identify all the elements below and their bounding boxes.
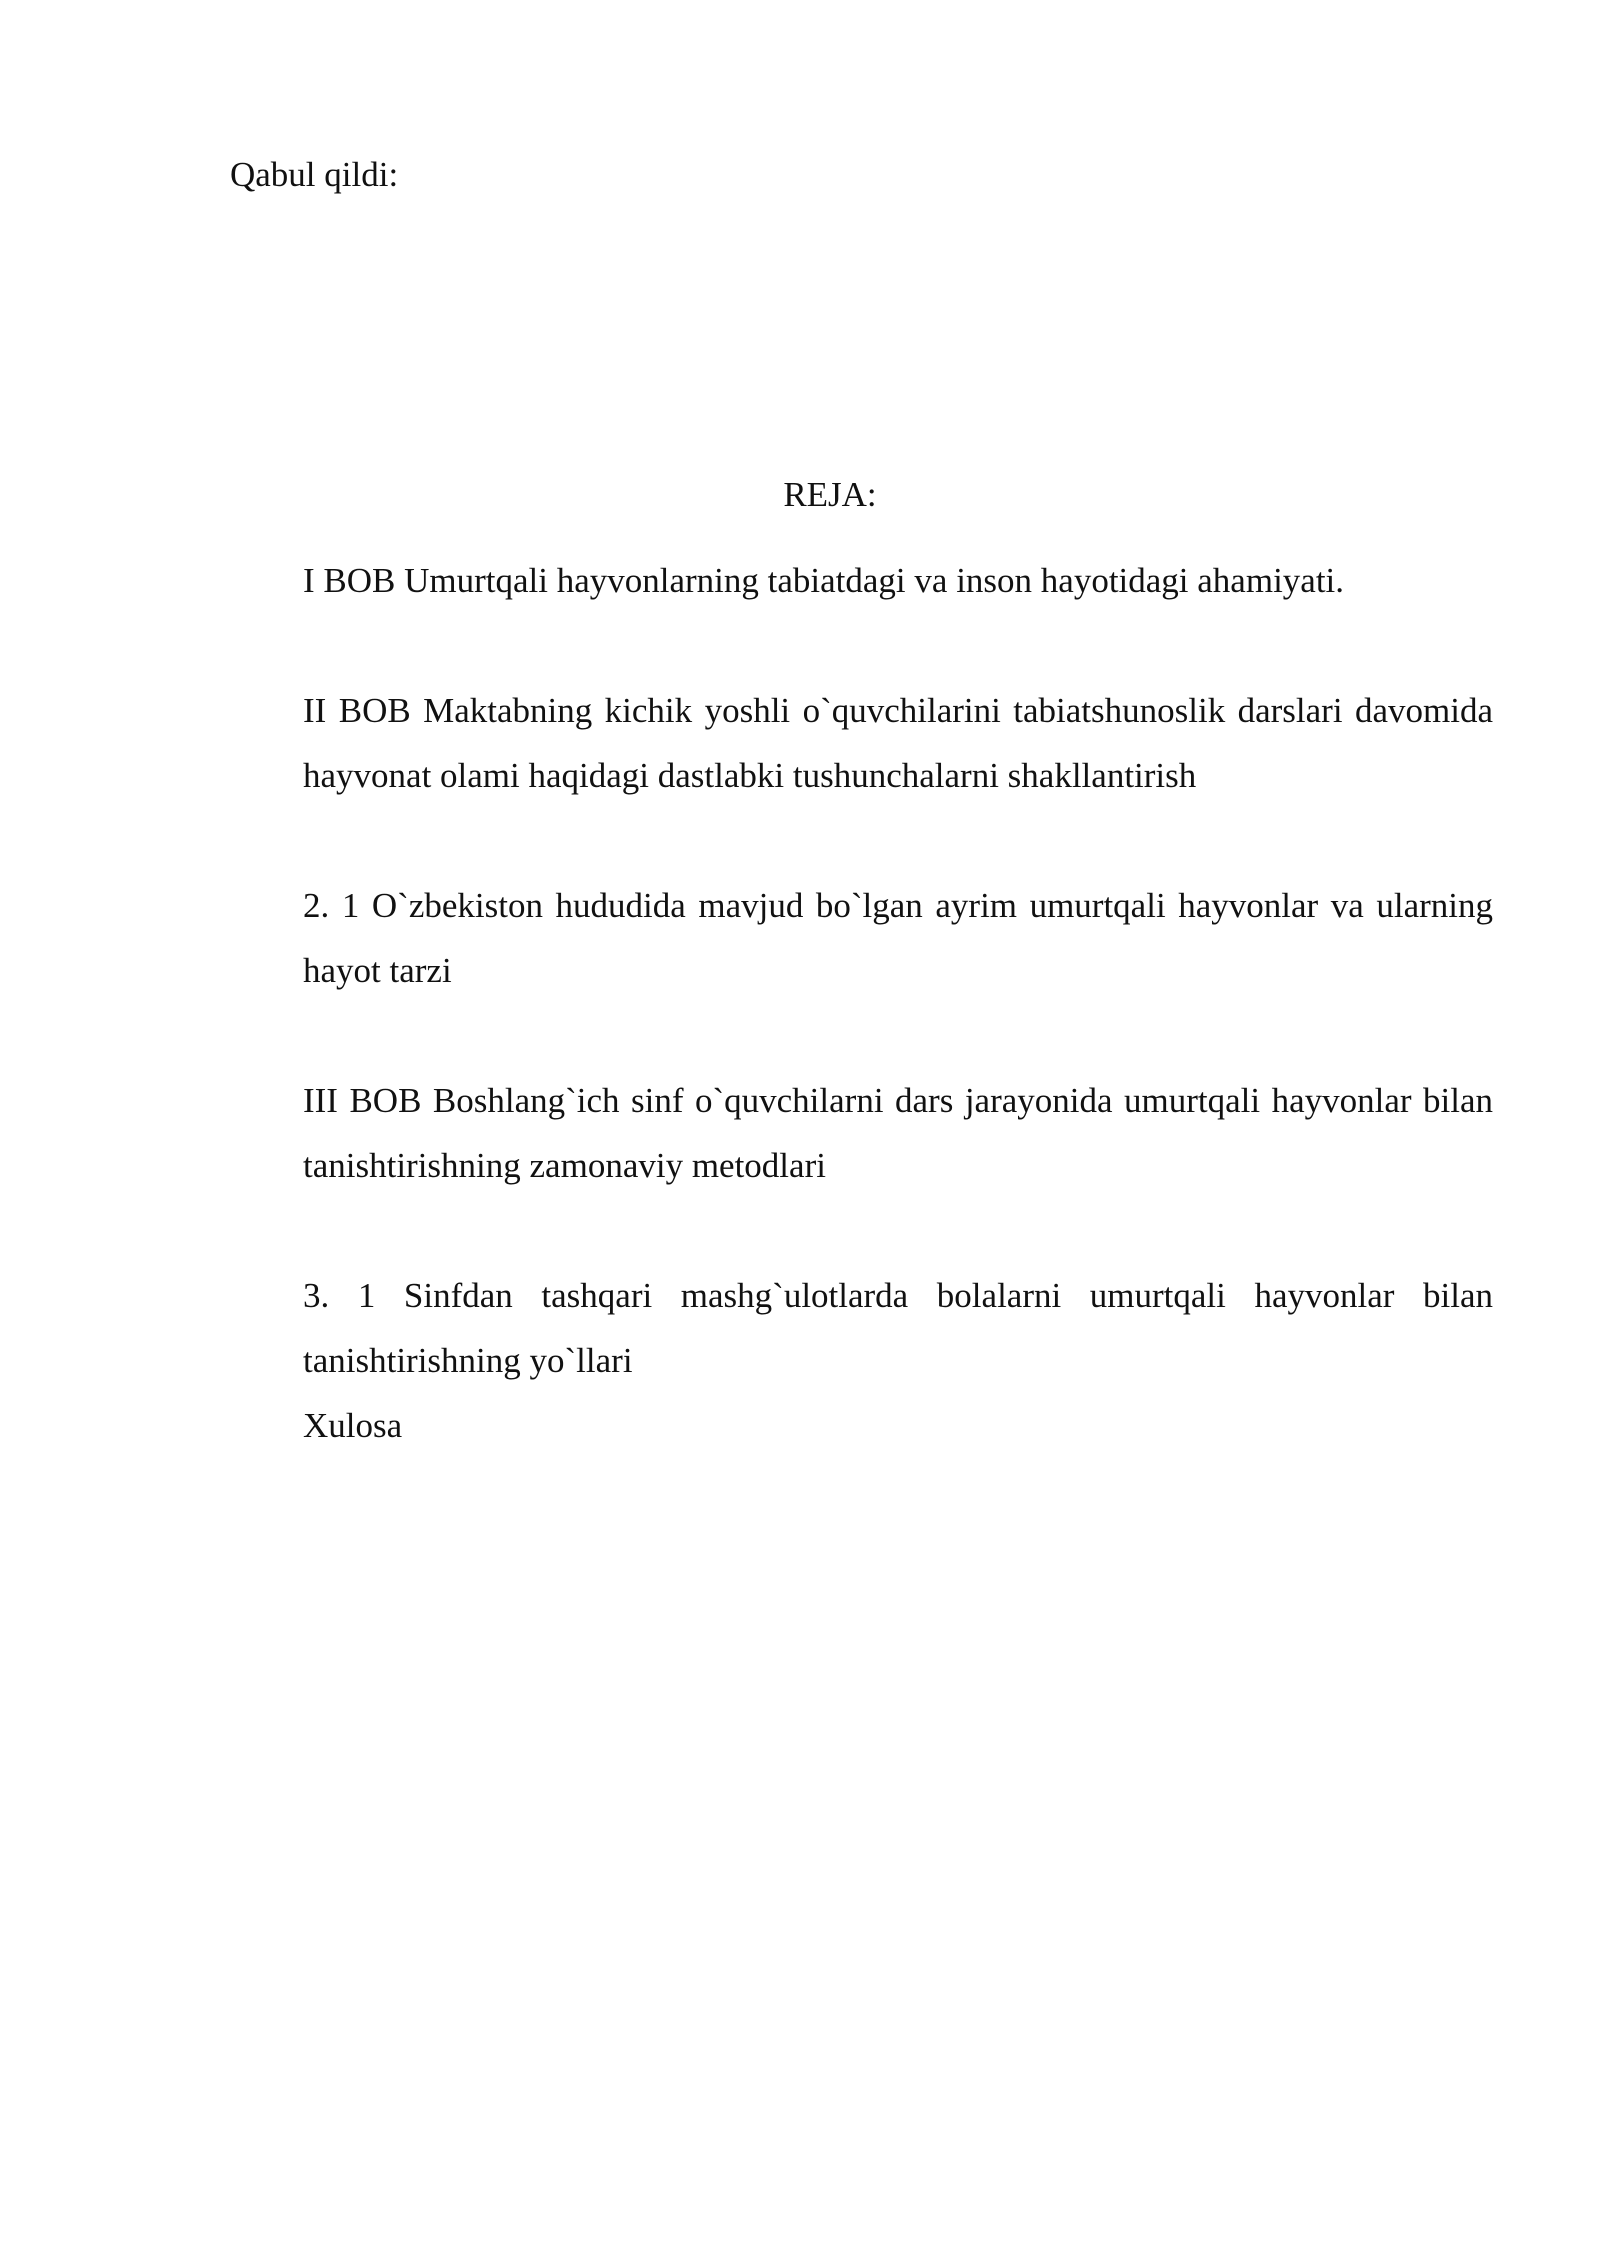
plan-list [303, 548, 1493, 1458]
plan-item-chapter-2: II BOB Maktabning kichik yoshli o`quvchilarini tabiatshunoslik darslari davomida hayvonat olami haqidagi dastlabki tushunchalarni shakllantirish [303, 691, 1493, 795]
plan-item-conclusion: Xulosa [303, 1406, 403, 1445]
plan-title: REJA: [783, 475, 877, 514]
plan-item-section-2-1: 2. 1 O`zbekiston hududida mavjud bo`lgan ayrim umurtqali hayvonlar va ularning hayot tarzi [303, 886, 1493, 990]
plan-item-chapter-1: I BOB Umurtqali hayvonlarning tabiatdagi va inson hayotidagi ahamiyati. [303, 561, 1345, 600]
accepted-by-label: Qabul qildi: [230, 155, 399, 194]
plan-item-section-3-1: 3. 1 Sinfdan tashqari mashg`ulotlarda bolalarni umurtqali hayvonlar bilan tanishtirishning yo`llari [303, 1276, 1493, 1380]
plan-item-chapter-3: III BOB Boshlang`ich sinf o`quvchilarni dars jarayonida umurtqali hayvonlar bilan tanishtirishning zamonaviy metodlari [303, 1081, 1493, 1185]
